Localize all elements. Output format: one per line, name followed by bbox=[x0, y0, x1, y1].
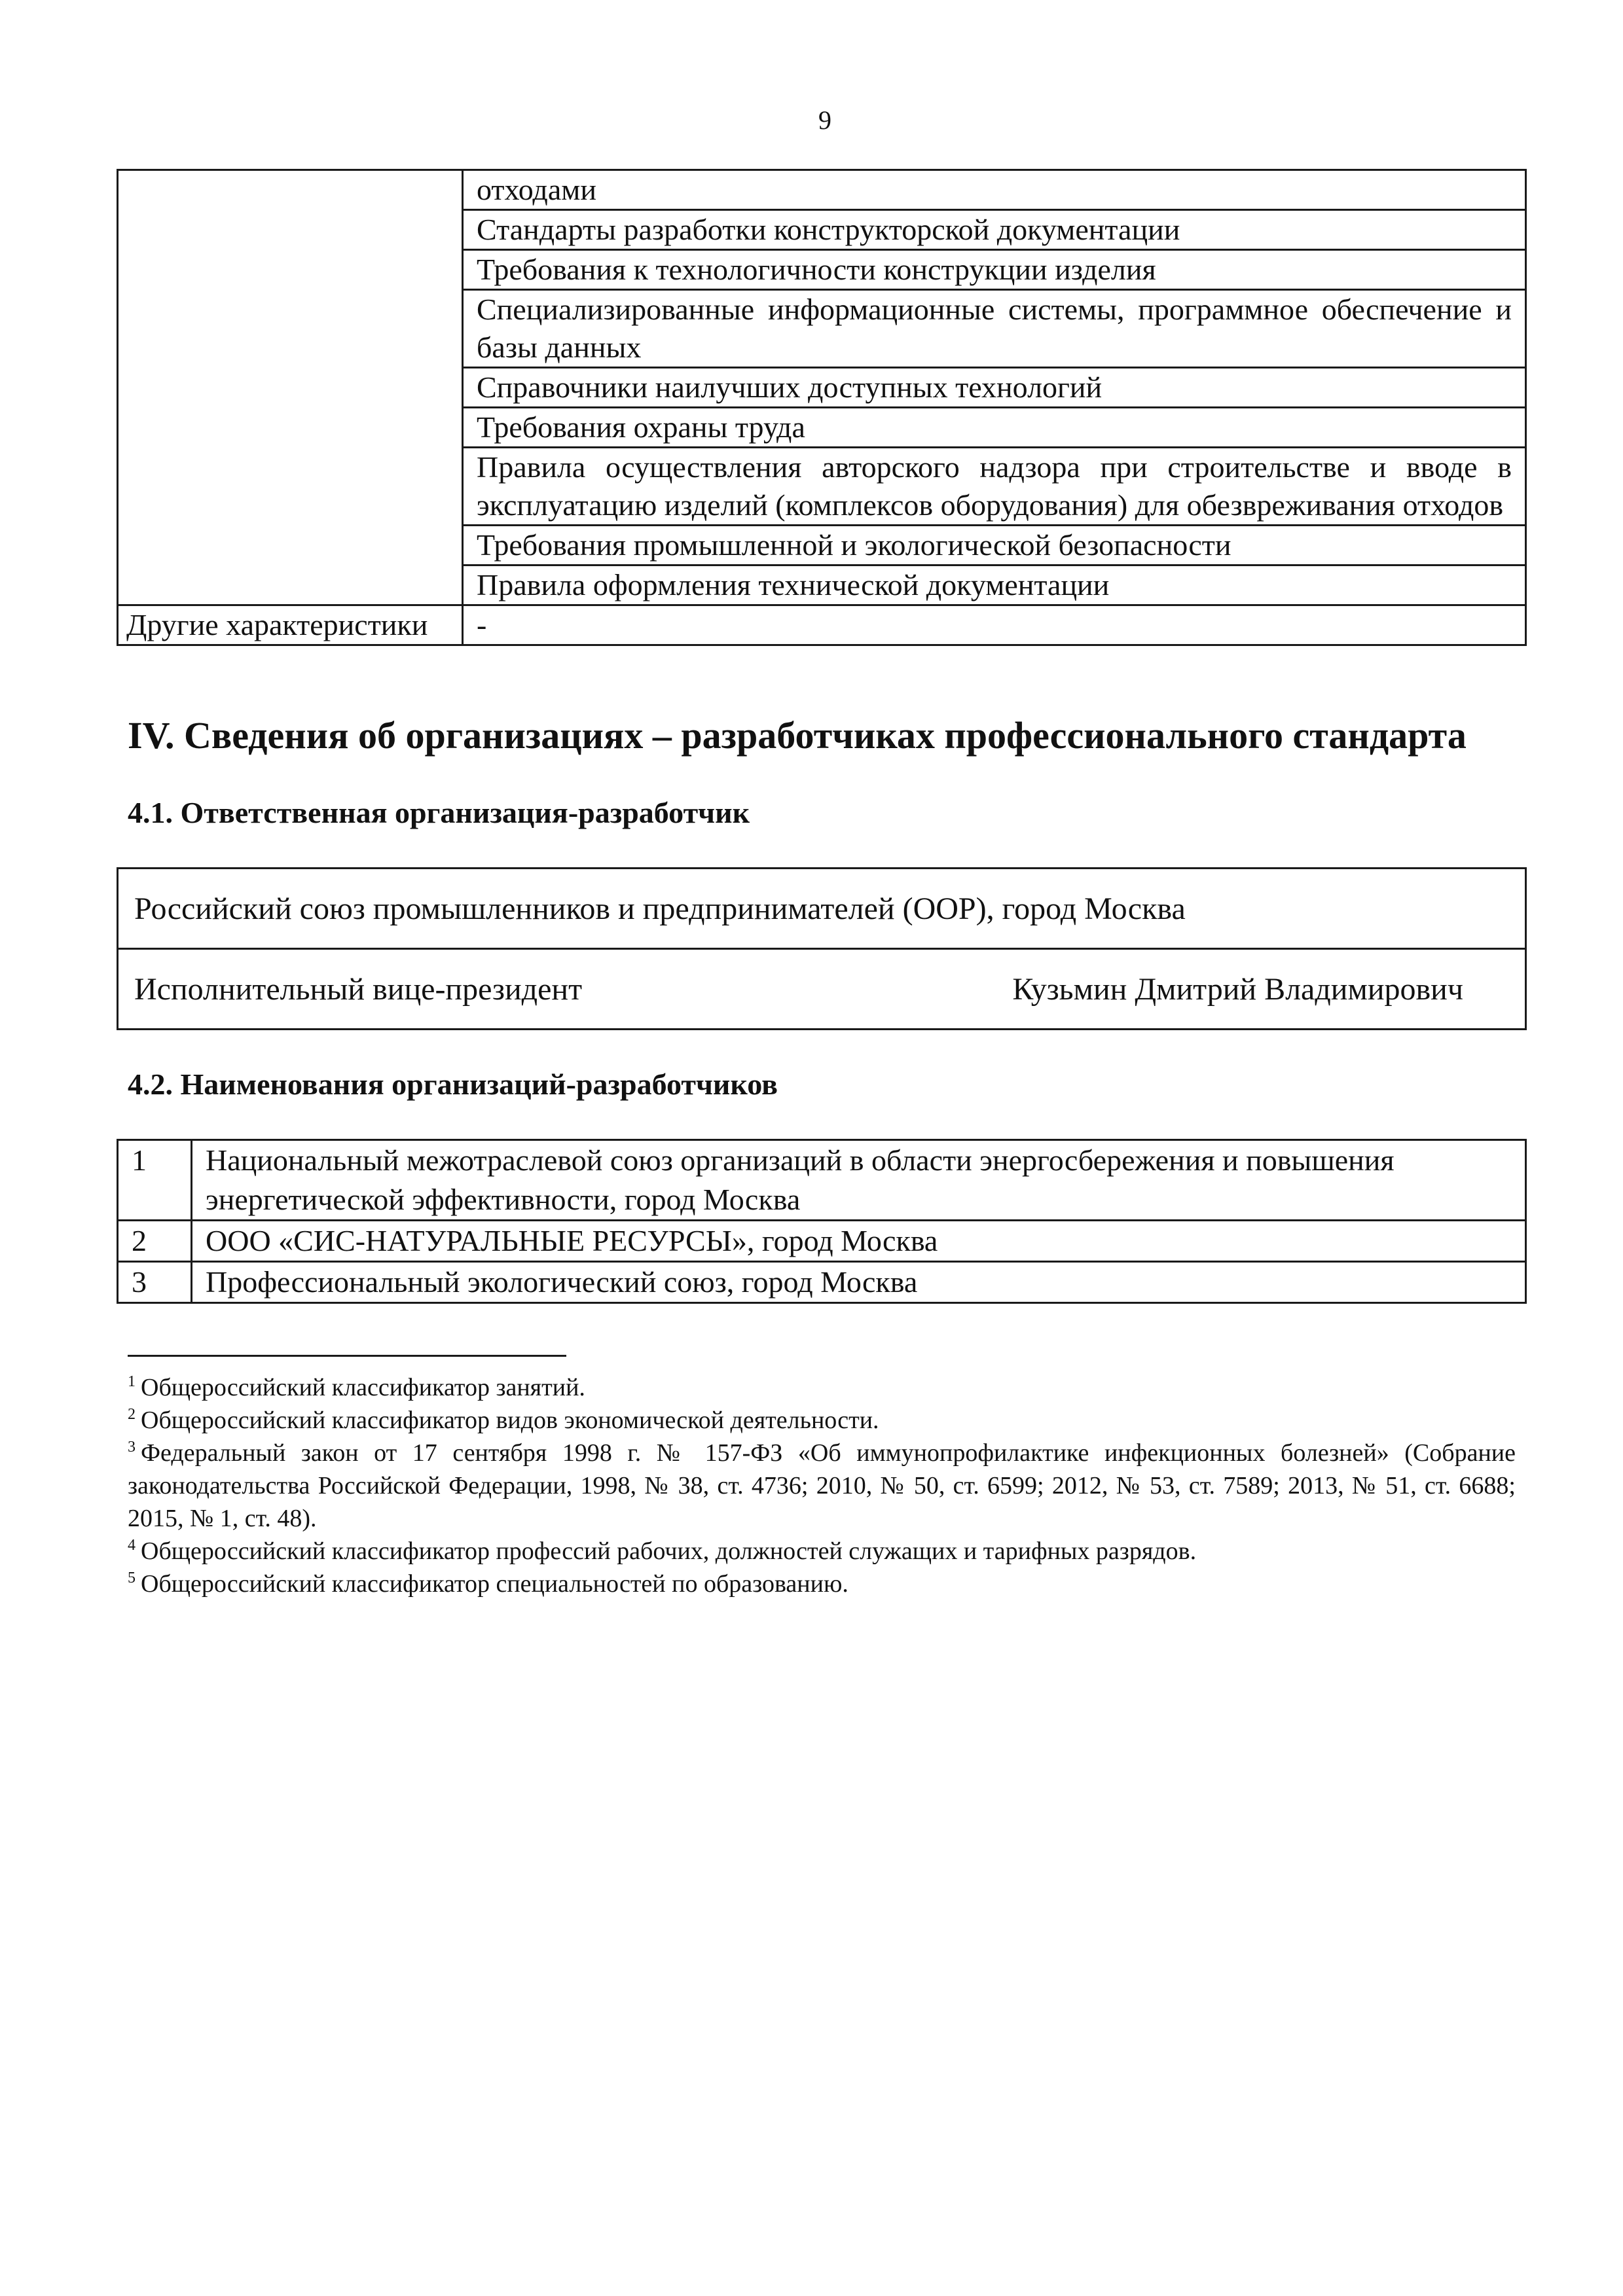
footnote bbox=[128, 1404, 1516, 1437]
developer-org-name: Профессиональный экологический союз, город Москва bbox=[192, 1262, 1526, 1303]
requirement-cell: Требования промышленной и экологической безопасности bbox=[463, 526, 1526, 565]
label-cell-empty bbox=[118, 170, 463, 605]
footnote-number: 2 bbox=[128, 1406, 136, 1423]
footnote-text: Общероссийский классификатор профессий рабочих, должностей служащих и тарифных разрядов. bbox=[141, 1537, 1197, 1565]
footnote-text: Общероссийский классификатор специальностей по образованию. bbox=[141, 1570, 848, 1598]
signatory-cell bbox=[118, 949, 1526, 1030]
footnote bbox=[128, 1371, 1516, 1404]
table-row bbox=[118, 1140, 1526, 1221]
signatory-row bbox=[134, 971, 1509, 1007]
requirement-cell: Специализированные информационные системы, программное обеспечение и базы данных bbox=[463, 290, 1526, 368]
table-row bbox=[118, 949, 1526, 1030]
footnote-number: 5 bbox=[128, 1570, 136, 1587]
requirement-cell: Справочники наилучших доступных технологий bbox=[463, 368, 1526, 408]
other-characteristics-label: Другие характеристики bbox=[118, 605, 463, 645]
table-row bbox=[118, 170, 1526, 210]
developer-org-name: Национальный межотраслевой союз организаций в области энергосбережения и повышения энергетической эффективности, город Москва bbox=[192, 1140, 1526, 1221]
footnote-number: 4 bbox=[128, 1537, 136, 1554]
row-number: 1 bbox=[118, 1140, 192, 1221]
table-row bbox=[118, 869, 1526, 949]
table-row bbox=[118, 605, 1526, 645]
footnotes bbox=[128, 1371, 1516, 1600]
footnote bbox=[128, 1535, 1516, 1568]
footnote-number: 1 bbox=[128, 1373, 136, 1390]
requirement-cell: Стандарты разработки конструкторской документации bbox=[463, 210, 1526, 250]
section-title: IV. Сведения об организациях – разработчиках профессионального стандарта bbox=[128, 714, 1467, 757]
requirement-cell: Правила оформления технической документации bbox=[463, 565, 1526, 605]
other-characteristics-value: - bbox=[463, 605, 1526, 645]
row-number: 2 bbox=[118, 1221, 192, 1262]
row-number: 3 bbox=[118, 1262, 192, 1303]
responsible-org-heading: 4.1. Ответственная организация-разработчик bbox=[128, 796, 750, 829]
footnote bbox=[128, 1568, 1516, 1600]
footnote-separator bbox=[128, 1355, 566, 1357]
footnote-text: Федеральный закон от 17 сентября 1998 г. № 157-ФЗ «Об иммунопрофилактике инфекционных болезней» (Собрание законодательства Российской Федерации, 1998, № 38, ст. 4736; 2010, № 50, ст. 6599; 2012, № 53, ст. 7589; 2013, № 51, ст. 6688; 2015, № 1, ст. 48). bbox=[128, 1439, 1516, 1532]
page-number: 9 bbox=[818, 105, 831, 135]
developer-orgs-heading: 4.2. Наименования организаций-разработчиков bbox=[128, 1067, 778, 1101]
footnote bbox=[128, 1437, 1516, 1535]
footnote-text: Общероссийский классификатор занятий. bbox=[141, 1374, 585, 1401]
footnote-text: Общероссийский классификатор видов экономической деятельности. bbox=[141, 1407, 879, 1434]
developer-orgs-table bbox=[117, 1139, 1527, 1304]
requirement-cell: Требования к технологичности конструкции изделия bbox=[463, 250, 1526, 290]
footnote-number: 3 bbox=[128, 1439, 136, 1456]
requirement-cell: отходами bbox=[463, 170, 1526, 210]
requirement-cell: Правила осуществления авторского надзора при строительстве и вводе в эксплуатацию изделий (комплексов оборудования) для обезвреживания отходов bbox=[463, 448, 1526, 526]
signatory-position: Исполнительный вице-президент bbox=[134, 971, 583, 1007]
developer-org-name: ООО «СИС-НАТУРАЛЬНЫЕ РЕСУРСЫ», город Москва bbox=[192, 1221, 1526, 1262]
table-row bbox=[118, 1221, 1526, 1262]
organization-name: Российский союз промышленников и предпринимателей (ООР), город Москва bbox=[118, 869, 1526, 949]
responsible-org-table bbox=[117, 867, 1527, 1030]
table-row bbox=[118, 1262, 1526, 1303]
requirement-cell: Требования охраны труда bbox=[463, 408, 1526, 448]
signatory-name: Кузьмин Дмитрий Владимирович bbox=[1012, 971, 1463, 1007]
requirements-table bbox=[117, 169, 1527, 646]
